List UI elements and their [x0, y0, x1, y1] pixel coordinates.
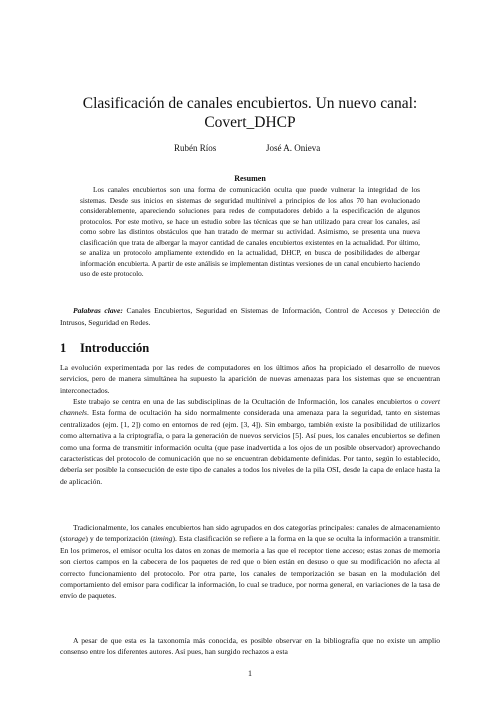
emphasis-text: covert channels — [60, 397, 440, 418]
page-number: 1 — [248, 669, 252, 678]
paragraph-text: . Esta forma de ocultación ha sido normalmente considerada una amenaza para la seguridad, tanto en sistemas centralizados (ejm. [1, 2]) como en entornos de red (ejm. [3, 4]). Sin embargo, también existe la posibilidad de utilizarlos como alternativa a la criptografía, o para la generación de nuevos servicios [5]. Así pues, los canales encubiertos se definen como una forma de transmitir información oculta (que pase inadvertida a los ojos de un posible observador) aprovechando características del protocolo de comunicación que no se encuentran debidamente definidas. Por tanto, según lo establecido, debería ser posible la consecución de este tipo de canales a todos los niveles de la pila OSI, desde la capa de enlace hasta la de aplicación. — [60, 408, 440, 486]
paragraph — [60, 522, 440, 602]
author-name: José A. Onieva — [266, 143, 321, 153]
section-number: 1 — [60, 341, 67, 355]
title-line-2: Covert_DHCP — [204, 114, 296, 131]
author-name: Rubén Ríos — [174, 143, 217, 153]
paragraph-text: Este trabajo se centra en una de las subdisciplinas de la Ocultación de Información, los canales encubiertos o — [73, 397, 422, 406]
paragraph-text: ) y de temporización ( — [85, 534, 154, 544]
section-heading — [60, 341, 149, 356]
keywords-text: Canales Encubiertos, Seguridad en Sistemas de Información, Control de Accesos y Detección de Intrusos, Seguridad en Redes. — [60, 306, 440, 327]
paper-title — [60, 94, 440, 132]
keywords — [60, 305, 440, 328]
paragraph-text: Tradicionalmente, los canales encubiertos han sido agrupados en dos categorías principales: canales de almacenamiento ( — [60, 523, 440, 544]
paragraph — [60, 396, 440, 487]
paragraph: La evolución experimentada por las redes de computadores en los últimos años ha propiciado el desarrollo de nuevos servicios, pero de manera simultánea ha supuesto la aparición de nuevas amenazas para los sistemas que se encuentran interconectados. — [60, 363, 440, 395]
abstract-text: Los canales encubiertos son una forma de comunicación oculta que puede vulnerar la integridad de los sistemas. Desde sus inicios en sistemas de seguridad multinivel a principios de los años 70 han evolucionado considerablemente, apareciendo soluciones para redes de computadores debido a la especificación de algunos protocolos. Por este motivo, se hace un estudio sobre las técnicas que se han utilizado para crear los canales, así como sobre las distintos obstáculos que han tratado de mermar su actividad. Asimismo, se presenta una nueva clasificación que trata de albergar la mayor cantidad de canales encubiertos existentes en la actualidad. Por último, se analiza un protocolo ampliamente extendido en la actualidad, DHCP, en busca de posibilidades de albergar información encubierta. A partir de este análisis se implementan distintas versiones de un canal encubierto haciendo uso de este protocolo. — [80, 185, 420, 278]
paragraph-text: ). Esta clasificación se refiere a la forma en la que se oculta la información a transmitir. En los primeros, el emisor oculta los datos en zonas de memoria a las que el receptor tiene acceso; estas zonas de memoria son ciertos campos en la cabecera de los paquetes de red que o bien están en desuso o que su modificación no afecta al correcto funcionamiento del protocolo. Por otra parte, los canales de temporización se basan en la modulación del comportamiento del emisor para codificar la información, lo cual se traduce, por norma general, en variaciones de la tasa de envío de paquetes. — [60, 534, 440, 601]
author-list — [0, 143, 500, 157]
abstract-heading: Resumen — [234, 174, 266, 183]
keywords-label: Palabras clave: — [73, 306, 123, 315]
title-line-1: Clasificación de canales encubiertos. Un nuevo canal: — [82, 95, 418, 112]
emphasis-text: timing — [153, 534, 173, 544]
section-title: Introducción — [80, 341, 150, 355]
emphasis-text: storage — [62, 534, 86, 544]
paragraph: A pesar de que esta es la taxonomía más conocida, es posible observar en la bibliografía que no existe un amplio consenso entre los diferentes autores. Así pues, han surgido rechazos a esta — [60, 636, 440, 657]
